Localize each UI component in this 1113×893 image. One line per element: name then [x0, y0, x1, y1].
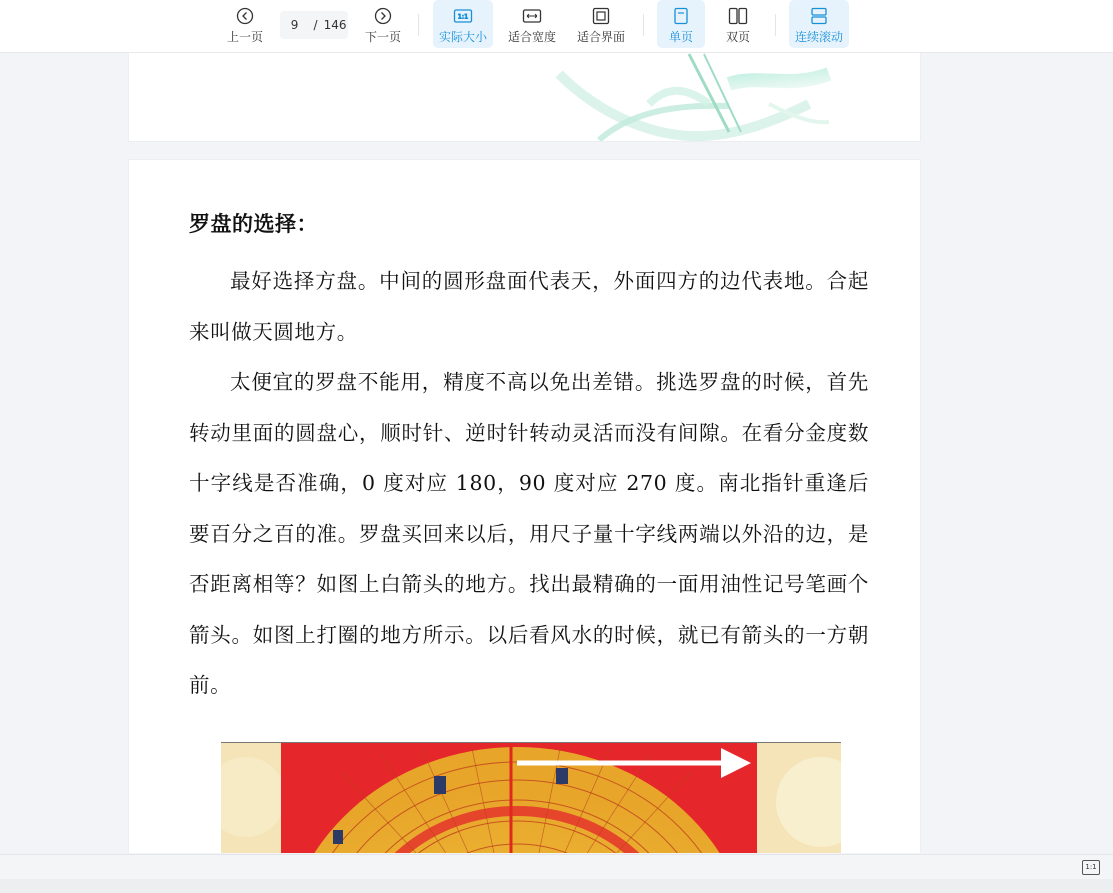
total-pages: 146: [323, 18, 347, 32]
single-page-label: 单页: [668, 30, 693, 44]
chevron-right-circle-icon: [374, 6, 392, 26]
prev-page-label: 上一页: [226, 30, 263, 44]
paragraph: 最好选择方盘。中间的圆形盘面代表天，外面四方的边代表地。合起来叫做天圆地方。: [189, 269, 869, 344]
prev-page-button[interactable]: [222, 0, 268, 48]
continuous-scroll-label: 连续滚动: [794, 30, 843, 44]
paragraph: 太便宜的罗盘不能用，精度不高以免出差错。挑选罗盘的时候，首先转动里面的圆盘心，顺时针、逆时针转动灵活而没有间隙。在看分金度数十字线是否准确，0 度对应 180，90 度对应 270 度。南北指针重逢后要百分之百的准。罗盘买回来以后，用尺子量十字线两端以外沿的边，是否距离相等？如图上白箭头的地方。找出最精确的一面用油性记号笔画个箭头。如图上打圈的地方所示。以后看风水的时候，就已有箭头的一方朝前。: [189, 370, 869, 697]
toolbar-divider: [418, 14, 419, 36]
toolbar-divider: [775, 14, 776, 36]
document-viewer[interactable]: [0, 53, 1113, 853]
fit-width-icon: [522, 6, 542, 26]
page-indicator: [280, 11, 348, 39]
continuous-scroll-icon: [810, 6, 828, 26]
toolbar-divider: [643, 14, 644, 36]
actual-size-icon: [453, 6, 473, 26]
fit-width-button[interactable]: [502, 0, 562, 48]
page-separator: /: [313, 18, 318, 32]
continuous-scroll-button[interactable]: [789, 0, 849, 48]
fit-window-button[interactable]: [571, 0, 631, 48]
page-content: [189, 208, 869, 711]
fit-window-icon: [592, 6, 610, 26]
next-page-label: 下一页: [364, 30, 401, 44]
luopan-compass-photo: [221, 742, 841, 853]
fit-width-label: 适合宽度: [507, 30, 556, 44]
toolbar: [0, 0, 1113, 53]
bottom-strip: [0, 879, 1113, 893]
single-page-button[interactable]: [657, 0, 705, 48]
fit-window-label: 适合界面: [576, 30, 625, 44]
actual-size-icon-text: 1:1: [457, 12, 469, 21]
photo-top-border: [221, 742, 841, 743]
single-page-icon: [673, 6, 689, 26]
status-bar: [0, 854, 1113, 879]
current-page-input[interactable]: 9: [290, 18, 299, 32]
double-page-label: 双页: [725, 30, 750, 44]
next-page-button[interactable]: [360, 0, 406, 48]
section-heading: 罗盘的选择：: [189, 212, 318, 236]
zoom-actual-size-icon[interactable]: 1:1: [1082, 860, 1100, 875]
current-page: [128, 159, 921, 853]
chevron-left-circle-icon: [236, 6, 254, 26]
double-page-icon: [728, 6, 748, 26]
decorative-watermark-graphic: [129, 53, 921, 142]
double-page-button[interactable]: [714, 0, 762, 48]
actual-size-label: 实际大小: [438, 30, 487, 44]
previous-page: [128, 53, 921, 142]
actual-size-button[interactable]: [433, 0, 493, 48]
